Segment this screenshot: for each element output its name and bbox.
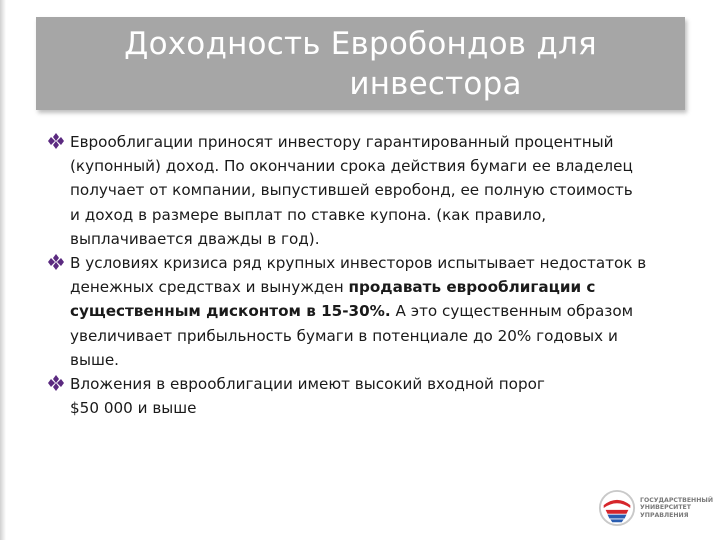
bullet-2-line-1: В условиях кризиса ряд крупных инвесторов испытывает недостаток в [70, 254, 647, 273]
slide-title-line-2: инвестора [349, 65, 522, 102]
bullet-1-line-1: Еврооблигации приносят инвестору гарантированный процентный [70, 133, 614, 151]
university-name-line-1: ГОСУДАРСТВЕННЫЙ [640, 496, 713, 504]
diamond-bullet-icon [48, 374, 64, 392]
slide-body [48, 130, 678, 420]
university-emblem-icon [598, 489, 636, 527]
slide-left-edge [0, 0, 6, 540]
bullet-item-3 [48, 372, 678, 420]
bullet-2-line-4: увеличивает прибыльность бумаги в потенциале до 20% годовых и [70, 326, 618, 345]
university-name-line-3: УПРАВЛЕНИЯ [640, 511, 689, 519]
bullet-1-line-4: и доход в размере выплат по ставке купона. (как правило, [70, 205, 547, 224]
bullet-2-line-5: выше. [70, 350, 120, 369]
bullet-2-emphasis-1: продавать еврооблигации с [348, 278, 596, 297]
bullet-item-1 [48, 130, 678, 251]
diamond-bullet-icon [48, 132, 64, 150]
bullet-1-line-3: получает от компании, выпустившей евробонд, ее полную стоимость [70, 181, 633, 200]
bullet-2-line-3 [70, 299, 678, 323]
university-name [640, 497, 713, 519]
diamond-bullet-icon [48, 253, 64, 271]
bullet-3-line-2: $50 000 и выше [70, 399, 197, 418]
bullet-1-line-2: (купонный) доход. По окончании срока действия бумаги ее владелец [70, 157, 633, 176]
slide-title-banner [36, 17, 685, 110]
bullet-3-line-1: Вложения в еврооблигации имеют высокий входной порог [70, 375, 545, 394]
bullet-1-line-5: выплачивается дважды в год). [70, 229, 320, 248]
university-name-line-2: УНИВЕРСИТЕТ [640, 504, 691, 512]
slide-title-line-1: Доходность Евробондов для [124, 25, 597, 62]
bullet-item-2 [48, 251, 678, 372]
university-logo [598, 488, 713, 528]
bullet-2-line-3-text: А это существенным образом [390, 302, 634, 321]
bullet-2-line-2 [70, 275, 678, 299]
bullet-2-line-2-text: денежных средствах и вынужден [70, 278, 349, 297]
bullet-2-emphasis-2: существенным дисконтом в 15-30%. [70, 302, 391, 321]
